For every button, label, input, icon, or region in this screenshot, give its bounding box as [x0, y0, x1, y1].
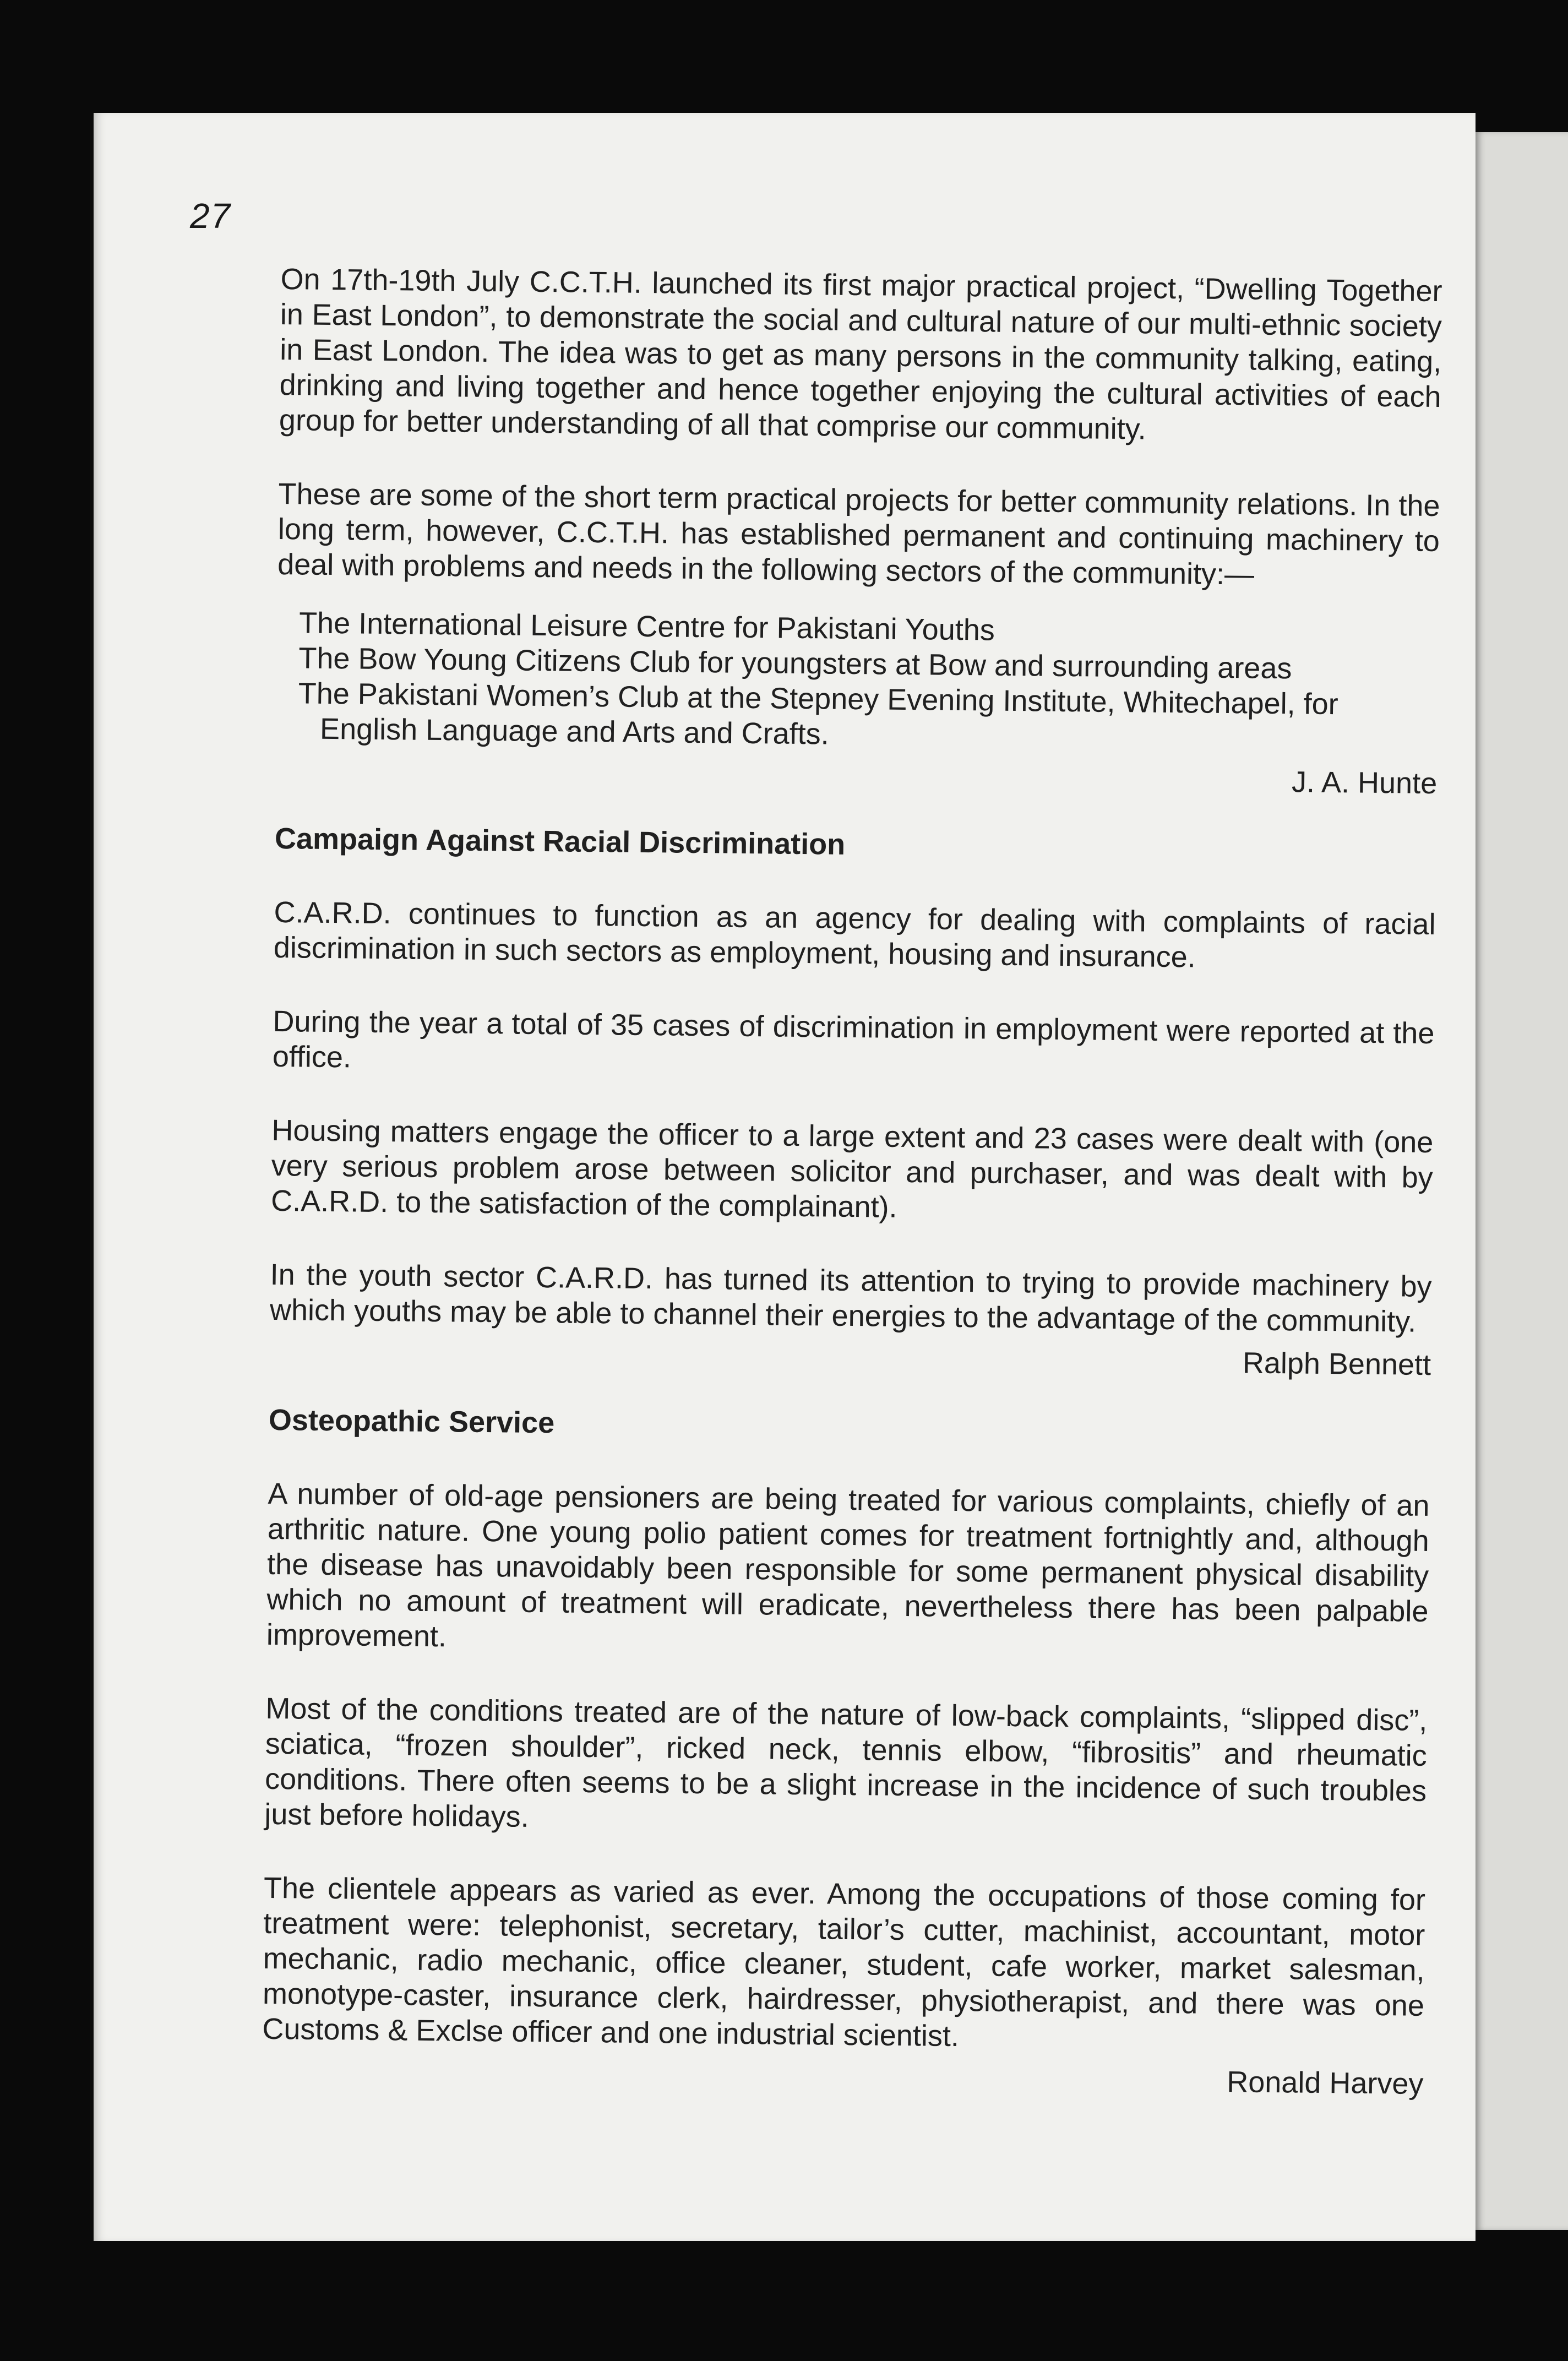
osteo-paragraph-3: The clientele appears as varied as ever. Among the occupations of those coming for treatment were: telephonist, secretary, tailor’s cutter, machinist, accountant, motor mechanic, radio mechanic, office cleaner, student, cafe worker, market salesman, monotype-caster, insurance clerk, hairdresser, physiotherapist, and there was one Customs & Exclse officer and one industrial scientist.	[262, 1871, 1426, 2053]
signature-harvey: Ronald Harvey	[1226, 2065, 1424, 2101]
list-item: The Pakistani Women’s Club at the Stepney Evening Institute, Whitechapel, for English Language and Arts and Crafts.	[298, 677, 1339, 751]
section-heading-osteopathic: Osteopathic Service	[268, 1403, 555, 1440]
signature-bennett: Ralph Bennett	[1242, 1346, 1431, 1381]
sectors-list	[298, 605, 1439, 758]
facing-page-edge	[1476, 132, 1568, 2230]
intro-paragraph-1: On 17th-19th July C.C.T.H. launched its first major practical project, “Dwelling Together in East London”, to demonstrate the social and cultural nature of our multi-ethnic society in East London. The idea was to get as many persons in the community talking, eating, drinking and living together and hence together enjoying the cultural activities of each group for better understanding of all that comprise our community.	[279, 262, 1442, 446]
signature-hunte: J. A. Hunte	[1291, 765, 1438, 801]
document-page	[94, 113, 1476, 2241]
card-paragraph-4: In the youth sector C.A.R.D. has turned its attention to trying to provide machinery by which youths may be able to channel their energies to the advantage of the community.	[269, 1258, 1432, 1339]
card-paragraph-3: Housing matters engage the officer to a large extent and 23 cases were dealt with (one very serious problem arose between solicitor and purchaser, and was dealt with by C.A.R.D. to the satisfaction of the complainant).	[270, 1113, 1434, 1224]
section-heading-card: Campaign Against Racial Discrimination	[274, 822, 846, 861]
page-content	[262, 262, 1442, 2134]
list-item: The International Leisure Centre for Pakistani Youths	[298, 606, 995, 647]
osteo-paragraph-2: Most of the conditions treated are of the nature of low-back complaints, “slipped disc”, sciatica, “frozen shoulder”, ricked neck, tennis elbow, “fibrositis” and rheumatic conditions. There often seems to be a slight increase in the incidence of such troubles just before holidays.	[264, 1691, 1428, 1834]
card-paragraph-1: C.A.R.D. continues to function as an agency for dealing with complaints of racial discrimination in such sectors as employment, housing and insurance.	[273, 895, 1436, 974]
osteo-paragraph-1: A number of old-age pensioners are being treated for various complaints, chiefly of an arthritic nature. One young polio patient comes for treatment fortnightly and, although the disease has unavoidably been responsible for some permanent physical disability which no amount of treatment will eradicate, nevertheless there has been palpable improvement.	[266, 1477, 1430, 1653]
list-item: The Bow Young Citizens Club for youngsters at Bow and surrounding areas	[298, 641, 1292, 686]
intro-paragraph-2: These are some of the short term practical projects for better community relations. In the long term, however, C.C.T.H. has established permanent and continuing machinery to deal with problems and needs in the following sectors of the community:—	[277, 477, 1440, 591]
card-paragraph-2: During the year a total of 35 cases of discrimination in employment were reported at the office.	[272, 1004, 1435, 1074]
page-number: 27	[190, 196, 232, 236]
